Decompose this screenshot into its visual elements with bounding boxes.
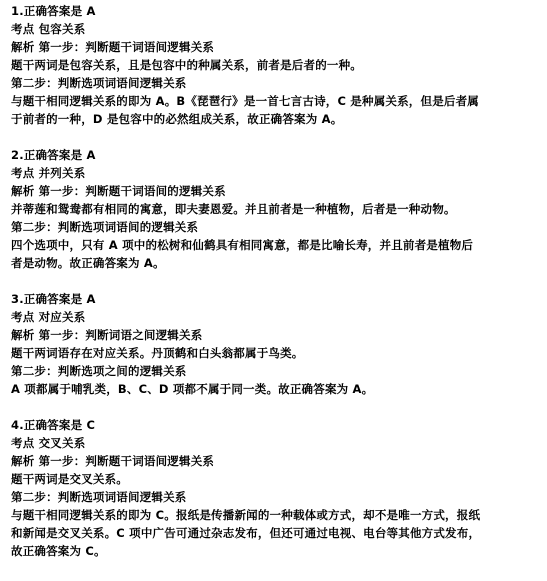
analysis-text: 与题干相同逻辑关系的即为 C。报纸是传播新闻的一种载体或方式，却不是唯一方式，报纸 <box>11 508 481 522</box>
answer-title: 4.正确答案是 C <box>11 418 96 432</box>
analysis-step-1: 解析 第一步：判断题干词语间的逻辑关系 <box>11 184 226 198</box>
section-spacer <box>11 398 539 416</box>
analysis-text: 题干两词是交叉关系。 <box>11 472 128 486</box>
topic-line: 考点 并列关系 <box>11 166 86 180</box>
answer-title: 1.正确答案是 A <box>11 4 96 18</box>
analysis-text: 与题干相同逻辑关系的即为 A。B《琵琶行》是一首七言古诗，C 是种属关系，但是后者属 <box>11 94 480 108</box>
answer-title: 2.正确答案是 A <box>11 148 96 162</box>
analysis-text: 故正确答案为 C。 <box>11 544 106 558</box>
analysis-step-2: 第二步：判断选项词语间的逻辑关系 <box>11 220 199 234</box>
analysis-text: 题干两词是包容关系，且是包容中的种属关系，前者是后者的一种。 <box>11 58 362 72</box>
analysis-step-2: 第二步：判断选项词语间逻辑关系 <box>11 490 187 504</box>
answer-section-4 <box>11 416 539 560</box>
analysis-text: 和新闻是交叉关系。C 项中广告可通过杂志发布，但还可通过电视、电台等其他方式发布， <box>11 526 481 540</box>
analysis-step-2: 第二步：判断选项之间的逻辑关系 <box>11 364 187 378</box>
topic-line: 考点 交叉关系 <box>11 436 86 450</box>
section-spacer <box>11 128 539 146</box>
analysis-text: 于前者的一种，D 是包容中的必然组成关系，故正确答案为 A。 <box>11 112 343 126</box>
analysis-step-1: 解析 第一步：判断词语之间逻辑关系 <box>11 328 203 342</box>
analysis-text: 题干两词语存在对应关系。丹顶鹤和白头翁都属于鸟类。 <box>11 346 304 360</box>
answer-document <box>11 2 539 560</box>
analysis-step-1: 解析 第一步：判断题干词语间逻辑关系 <box>11 454 215 468</box>
analysis-step-2: 第二步：判断选项词语间逻辑关系 <box>11 76 187 90</box>
analysis-step-1: 解析 第一步：判断题干词语间逻辑关系 <box>11 40 215 54</box>
answer-section-2 <box>11 146 539 272</box>
analysis-text: A 项都属于哺乳类，B、C、D 项都不属于同一类。故正确答案为 A。 <box>11 382 374 396</box>
analysis-text: 并蒂莲和鸳鸯都有相同的寓意，即夫妻恩爱。并且前者是一种植物，后者是一种动物。 <box>11 202 456 216</box>
answer-section-3 <box>11 290 539 398</box>
answer-section-1 <box>11 2 539 128</box>
section-spacer <box>11 272 539 290</box>
topic-line: 考点 对应关系 <box>11 310 86 324</box>
analysis-text: 四个选项中，只有 A 项中的松树和仙鹤具有相同寓意，都是比喻长寿，并且前者是植物后 <box>11 238 474 252</box>
analysis-text: 者是动物。故正确答案为 A。 <box>11 256 165 270</box>
answer-title: 3.正确答案是 A <box>11 292 96 306</box>
topic-line: 考点 包容关系 <box>11 22 86 36</box>
